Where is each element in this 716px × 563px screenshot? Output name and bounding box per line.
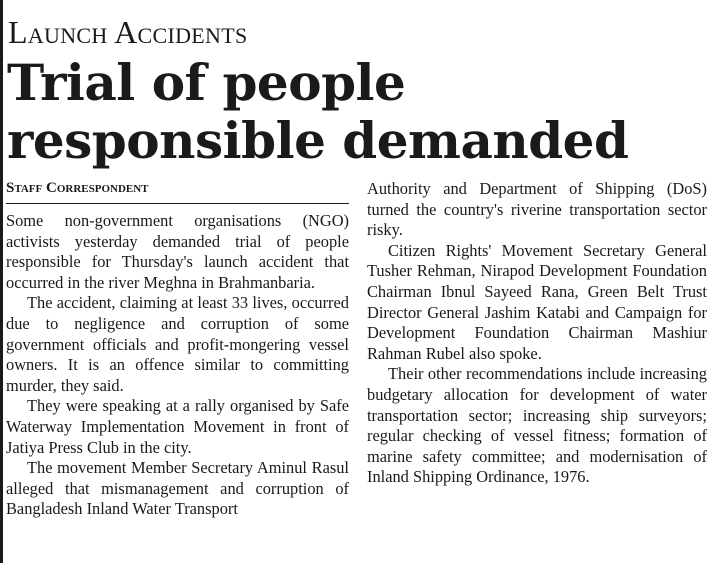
article-column-right xyxy=(367,179,707,488)
paragraph: The accident, claiming at least 33 lives, occurred due to negligence and corruption of some government officials and profit-mongering vessel owners. It is an offence similar to committing murder, they said. xyxy=(6,293,349,395)
paragraph-continued: Authority and Department of Shipping (DoS) turned the country's riverine transportation sector risky. xyxy=(367,179,707,240)
byline-divider xyxy=(6,203,349,204)
byline: Staff Correspondent xyxy=(6,180,149,196)
article-column-left xyxy=(6,211,349,520)
paragraph: Some non-government organisations (NGO) activists yesterday demanded trial of people responsible for Thursday's launch accident that occurred in the river Meghna in Brahmanbaria. xyxy=(6,211,349,292)
paragraph: Their other recommendations include increasing budgetary allocation for development of water transportation sector; increasing ship surveyors; regular checking of vessel fitness; formation of marine safety committee; and modernisation of Inland Shipping Ordinance, 1976. xyxy=(367,364,707,487)
paragraph: The movement Member Secretary Aminul Rasul alleged that mismanagement and corruption of Bangladesh Inland Water Transport xyxy=(6,458,349,519)
left-column-rule xyxy=(0,0,3,563)
paragraph: They were speaking at a rally organised by Safe Waterway Implementation Movement in front of Jatiya Press Club in the city. xyxy=(6,396,349,457)
paragraph: Citizen Rights' Movement Secretary General Tusher Rehman, Nirapod Development Foundation Chairman Ibnul Sayeed Rana, Green Belt Trust Director General Jashim Katabi and Campaign for Development Foundation Chairman Mashiur Rahman Rubel also spoke. xyxy=(367,240,707,363)
section-kicker: Launch Accidents xyxy=(8,14,248,50)
headline: Trial of people responsible demanded xyxy=(7,53,629,170)
